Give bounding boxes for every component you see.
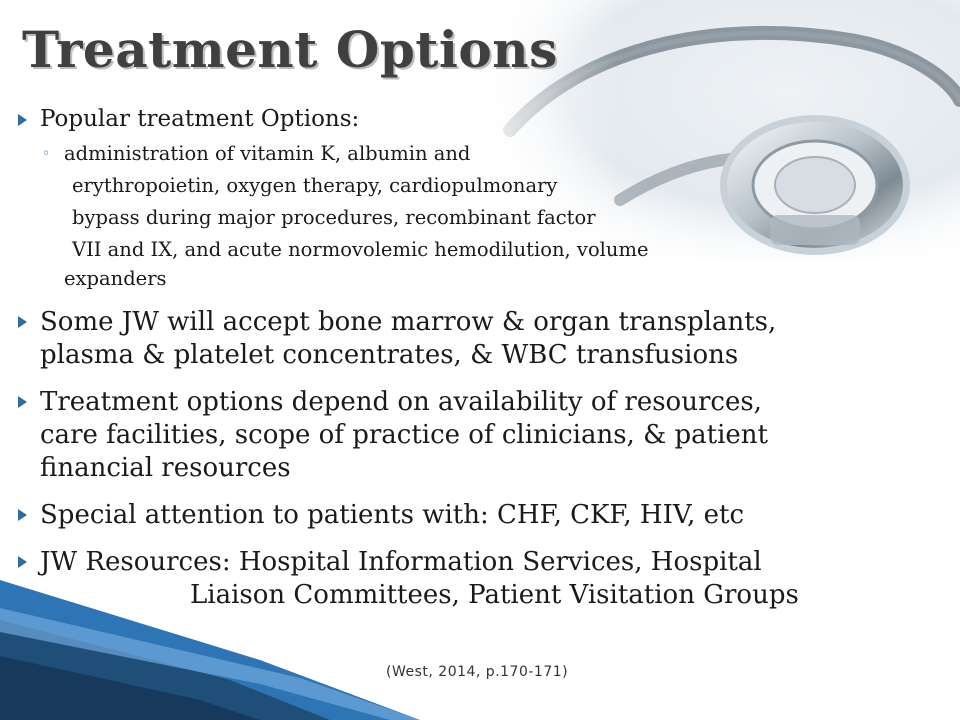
sub-bullet-line: erythropoietin, oxygen therapy, cardiopulmonary bbox=[72, 174, 558, 197]
bullet-arrow-icon bbox=[18, 396, 27, 408]
bullet-line: Treatment options depend on availability of resources, bbox=[40, 387, 762, 417]
bullet-line: Some JW will accept bone marrow & organ transplants, bbox=[40, 307, 777, 337]
sub-bullet-treatments bbox=[10, 138, 950, 292]
bullet-arrow-icon bbox=[18, 556, 27, 568]
sub-bullet-line: expanders bbox=[64, 267, 167, 290]
bullet-line: Special attention to patients with: CHF, CKF, HIV, etc bbox=[40, 500, 745, 530]
bullet-special bbox=[10, 499, 950, 532]
bullet-line: plasma & platelet concentrates, & WBC transfusions bbox=[40, 340, 739, 370]
bullet-line: Liaison Committees, Patient Visitation Groups bbox=[190, 580, 799, 610]
bullet-list bbox=[10, 104, 950, 612]
bullet-line: JW Resources: Hospital Information Services, Hospital bbox=[40, 547, 762, 577]
bullet-popular-text: Popular treatment Options: bbox=[40, 106, 360, 132]
bullet-arrow-icon bbox=[18, 114, 27, 126]
bullet-line: financial resources bbox=[40, 453, 291, 483]
slide-title: Treatment Options bbox=[22, 20, 558, 79]
bullet-arrow-icon bbox=[18, 509, 27, 521]
sub-bullet-line: bypass during major procedures, recombinant factor bbox=[72, 206, 596, 229]
citation: (West, 2014, p.170-171) bbox=[386, 664, 569, 680]
bullet-arrow-icon bbox=[18, 316, 27, 328]
bullet-line: care facilities, scope of practice of clinicians, & patient bbox=[40, 420, 768, 450]
bullet-accept bbox=[10, 306, 950, 372]
bullet-popular bbox=[10, 104, 950, 134]
bullet-depend bbox=[10, 386, 950, 485]
circle-bullet-icon: ◦ bbox=[42, 146, 51, 162]
sub-bullet-line: VII and IX, and acute normovolemic hemodilution, volume bbox=[72, 238, 649, 261]
bullet-resources bbox=[10, 546, 950, 612]
sub-bullet-line: administration of vitamin K, albumin and bbox=[64, 142, 471, 165]
